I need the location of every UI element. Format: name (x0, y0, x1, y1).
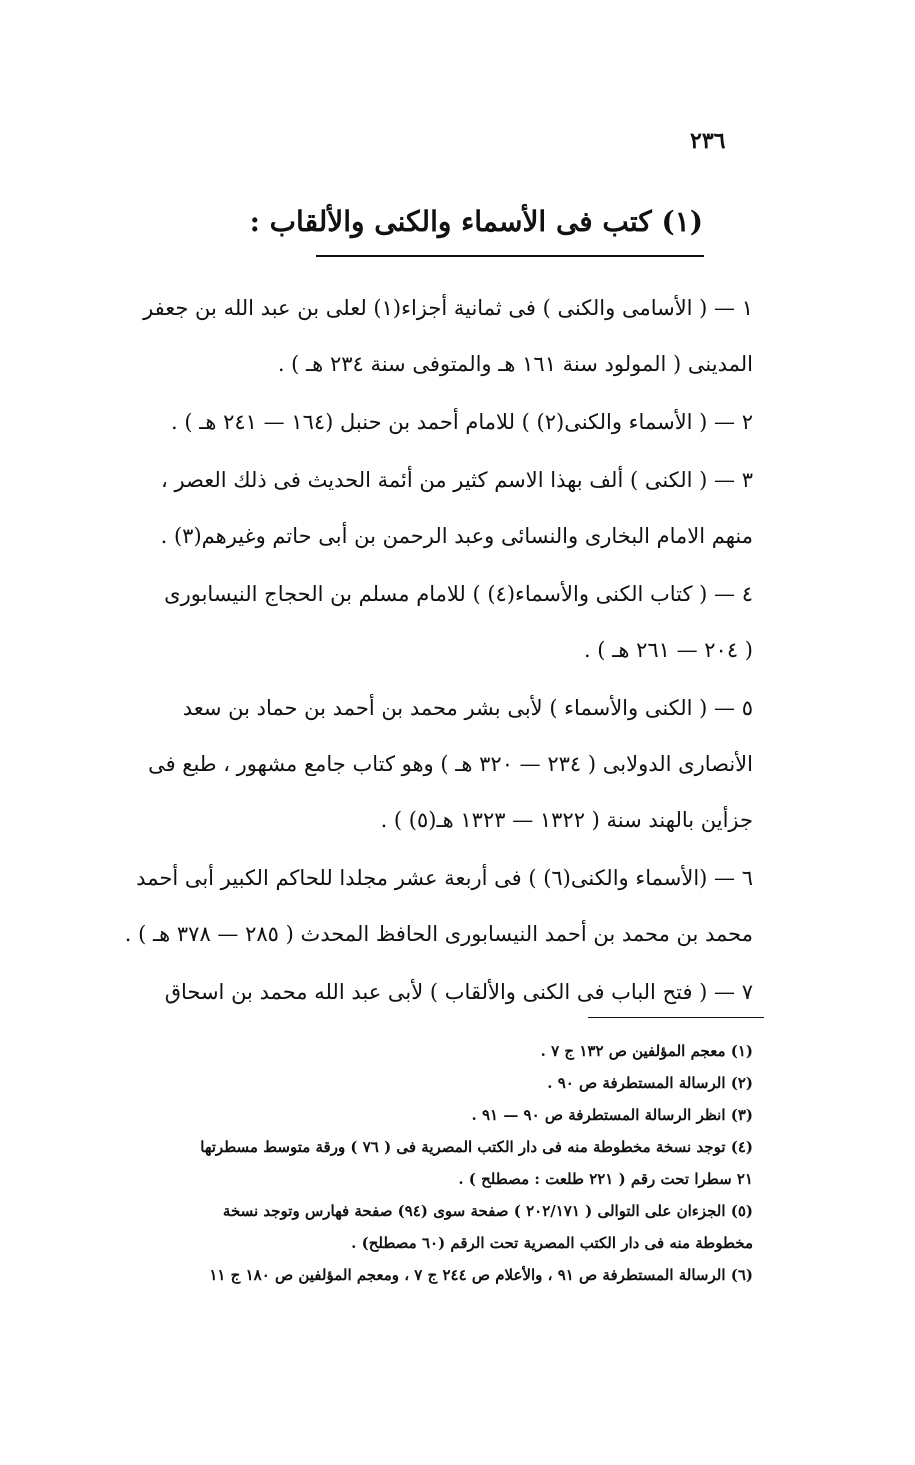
footnote-line: (١) معجم المؤلفين ص ١٣٢ ج ٧ . (540, 1042, 753, 1060)
entry-line: ٣ — ( الكنى ) ألف بهذا الاسم كثير من أئمة الحديث فى ذلك العصر ، (161, 468, 753, 492)
entry-line: محمد بن محمد بن أحمد النيسابورى الحافظ المحدث ( ٢٨٥ — ٣٧٨ هـ ) . (124, 922, 753, 946)
body-text (108, 280, 753, 1022)
page-number: ٢٣٦ (690, 128, 726, 154)
entry-line: المدينى ( المولود سنة ١٦١ هـ والمتوفى سنة ٢٣٤ هـ ) . (277, 352, 753, 376)
entry-line: منهم الامام البخارى والنسائى وعبد الرحمن بن أبى حاتم وغيرهم(٣) . (160, 524, 753, 548)
section-heading: (١) كتب فى الأسماء والكنى والألقاب : (249, 205, 703, 238)
entry-3 (108, 452, 753, 564)
entry-line: ٧ — ( فتح الباب فى الكنى والألقاب ) لأبى عبد الله محمد بن اسحاق (164, 980, 753, 1004)
footnote-line: (٣) انظر الرسالة المستطرفة ص ٩٠ — ٩١ . (471, 1106, 753, 1124)
heading-underline (316, 255, 704, 257)
footnote-separator (588, 1017, 764, 1018)
entry-1 (108, 280, 753, 392)
footnote-6 (108, 1259, 753, 1291)
footnote-3 (108, 1099, 753, 1131)
entry-line: ( ٢٠٤ — ٢٦١ هـ ) . (583, 638, 753, 662)
footnote-line: (٦) الرسالة المستطرفة ص ٩١ ، والأعلام ص ٢٤٤ ج ٧ ، ومعجم المؤلفين ص ١٨٠ ج ١١ (209, 1266, 753, 1284)
entry-line: ٢ — ( الأسماء والكنى(٢) ) للامام أحمد بن حنبل (١٦٤ — ٢٤١ هـ ) . (170, 410, 753, 434)
entry-2 (108, 394, 753, 450)
entry-line: جزأين بالهند سنة ( ١٣٢٢ — ١٣٢٣ هـ(٥) ) . (380, 808, 753, 832)
footnotes (108, 1035, 753, 1291)
entry-4 (108, 566, 753, 678)
entry-line: ١ — ( الأسامى والكنى ) فى ثمانية أجزاء(١) لعلى بن عبد الله بن جعفر (143, 296, 753, 320)
entry-6 (108, 850, 753, 962)
entry-line: الأنصارى الدولابى ( ٢٣٤ — ٣٢٠ هـ ) وهو كتاب جامع مشهور ، طبع فى (148, 752, 753, 776)
entry-line: ٦ — (الأسماء والكنى(٦) ) فى أربعة عشر مجلدا للحاكم الكبير أبى أحمد (136, 866, 753, 890)
entry-5 (108, 680, 753, 848)
footnote-1 (108, 1035, 753, 1067)
footnote-line: مخطوطة منه فى دار الكتب المصرية تحت الرقم (٦٠ مصطلح) . (351, 1234, 753, 1252)
footnote-5 (108, 1195, 753, 1259)
footnote-4 (108, 1131, 753, 1195)
footnote-2 (108, 1067, 753, 1099)
footnote-line: ٢١ سطرا تحت رقم ( ٢٢١ طلعت : مصطلح ) . (458, 1170, 753, 1188)
entry-line: ٥ — ( الكنى والأسماء ) لأبى بشر محمد بن أحمد بن حماد بن سعد (182, 696, 753, 720)
footnote-line: (٥) الجزءان على التوالى ( ٢٠٢/١٧١ ) صفحة سوى (٩٤) صفحة فهارس وتوجد نسخة (222, 1202, 753, 1220)
footnote-line: (٢) الرسالة المستطرفة ص ٩٠ . (547, 1074, 753, 1092)
entry-line: ٤ — ( كتاب الكنى والأسماء(٤) ) للامام مسلم بن الحجاج النيسابورى (164, 582, 753, 606)
footnote-line: (٤) توجد نسخة مخطوطة منه فى دار الكتب المصرية فى ( ٧٦ ) ورقة متوسط مسطرتها (200, 1138, 753, 1156)
entry-7 (108, 964, 753, 1020)
